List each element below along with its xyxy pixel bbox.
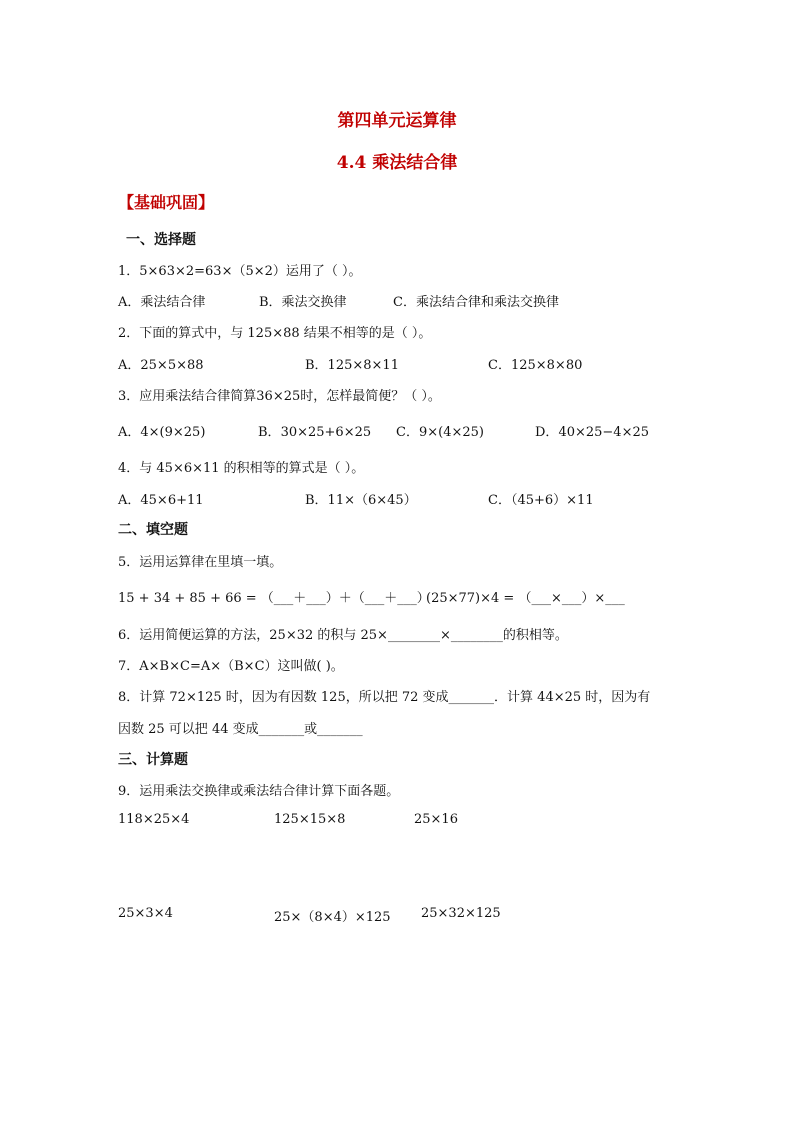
calc-item: 125×15×8 xyxy=(274,812,346,827)
section-calc-title: 三、计算题 xyxy=(118,752,188,768)
q4-option-b: B．11×（6×45） xyxy=(305,493,417,508)
calc-item: 118×25×4 xyxy=(118,812,190,827)
question-2: 2．下面的算式中，与 125×88 结果不相等的是（ ）。 xyxy=(118,326,432,341)
q3-option-a-label: A． xyxy=(118,425,141,440)
question-3 xyxy=(118,385,441,404)
q1-option-c: C．乘法结合律和乘法交换律 xyxy=(393,295,559,310)
q3-option-d-expr: 40×25−4×25 xyxy=(558,425,650,440)
question-6: 6．运用简便运算的方法，25×32 的积与 25×________×________的积相等。 xyxy=(118,628,568,643)
calc-item: 25×16 xyxy=(414,812,458,827)
q2-option-b: B．125×8×11 xyxy=(305,358,399,373)
q3-option-c-expr: 9×(4×25) xyxy=(418,425,484,440)
q2-option-c: C．125×8×80 xyxy=(488,358,583,373)
question-8-line-1: 8．计算 72×125 时，因为有因数 125，所以把 72 变成_______．计算 44×25 时，因为有 xyxy=(118,690,651,705)
q1-option-b: B．乘法交换律 xyxy=(259,295,347,310)
q3-option-b-expr: 30×25+6×25 xyxy=(280,425,372,440)
calc-item: 25×3×4 xyxy=(118,906,173,921)
q3-option-c xyxy=(396,421,484,440)
q3-option-a-expr: 4×(9×25) xyxy=(140,425,206,440)
calc-item: 25×（8×4）×125 xyxy=(274,910,391,925)
section-fill-title: 二、填空题 xyxy=(118,522,188,538)
question-8-line-2: 因数 25 可以把 44 变成_______或_______ xyxy=(118,722,363,737)
q3-option-b xyxy=(258,421,371,440)
question-1: 1．5×63×2=63×（5×2）运用了（ ）。 xyxy=(118,264,362,279)
question-7: 7．A×B×C=A×（B×C）这叫做( )。 xyxy=(118,659,344,674)
lesson-title: 4.4 乘法结合律 xyxy=(336,153,458,173)
q3-option-b-label: B． xyxy=(258,425,281,440)
q5-expression-2: (25×77)×4 = （___×___）×___ xyxy=(426,591,625,606)
q3-text-post: 时，怎样最简便？（ ）。 xyxy=(300,389,441,404)
unit-title: 第四单元运算律 xyxy=(337,111,457,131)
q3-option-d xyxy=(535,421,649,440)
q4-option-c: C．（45+6）×11 xyxy=(488,493,594,508)
q5-expression-1: 15 + 34 + 85 + 66 = （___＋___）＋（___＋___） xyxy=(118,591,430,606)
section-choice-title: 一、选择题 xyxy=(126,232,196,248)
q3-option-d-label: D． xyxy=(535,425,559,440)
q3-option-a xyxy=(118,421,205,440)
q4-option-a: A．45×6+11 xyxy=(118,493,204,508)
q3-text-pre: 3．应用乘法结合律简算 xyxy=(118,389,257,404)
basic-consolidation-label: 【基础巩固】 xyxy=(118,193,215,212)
q3-option-c-label: C． xyxy=(396,425,419,440)
calc-item: 25×32×125 xyxy=(421,906,501,921)
q1-option-a: A．乘法结合律 xyxy=(118,295,206,310)
question-4: 4．与 45×6×11 的积相等的算式是（ ）。 xyxy=(118,461,365,476)
question-9: 9．运用乘法交换律或乘法结合律计算下面各题。 xyxy=(118,784,400,799)
q2-option-a: A．25×5×88 xyxy=(118,358,204,373)
q3-expression: 36×25 xyxy=(256,389,301,404)
question-5: 5．运用运算律在里填一填。 xyxy=(118,555,283,570)
